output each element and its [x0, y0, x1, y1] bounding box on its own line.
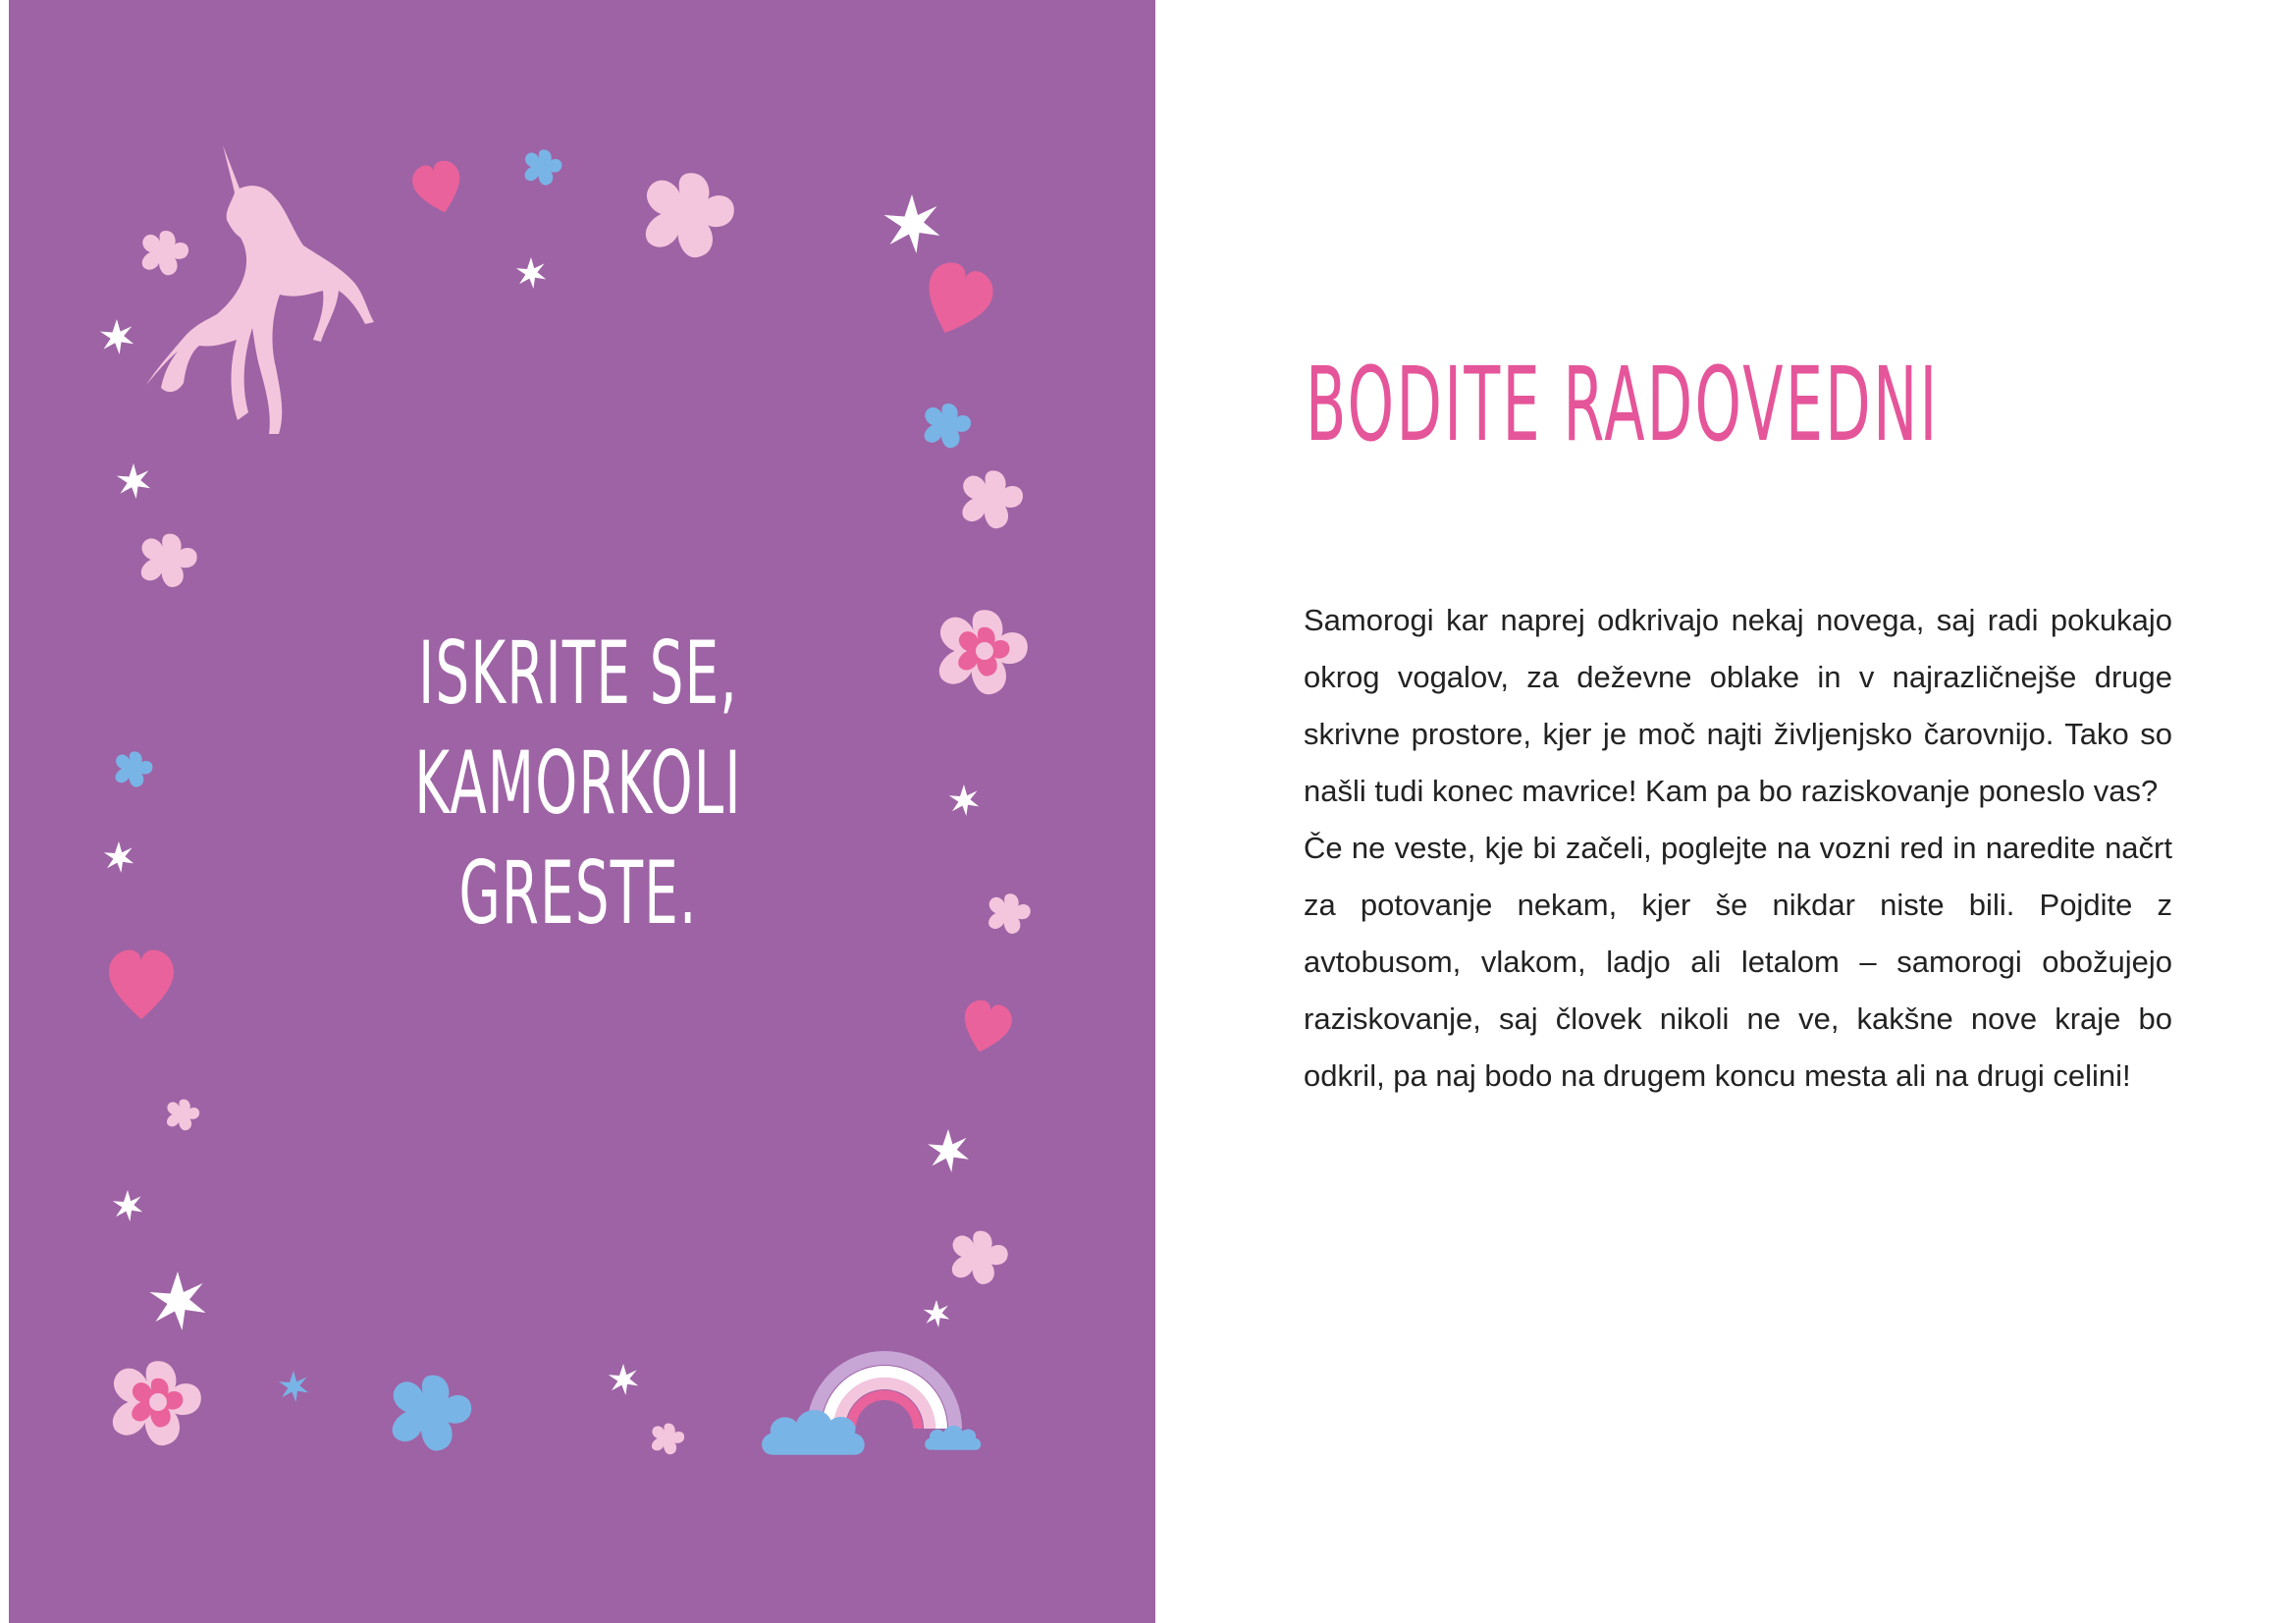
- paragraph: Če ne veste, kje bi začeli, poglejte na vozni red in naredite načrt za potovanje nekam, kjer še nikdar niste bili. Pojdite z avtobusom, vlakom, ladjo ali letalom – samorogi obožujejo raziskovanje, saj človek nikoli ne ve, kakšne nove kraje bo odkril, pa naj bodo na drugem koncu mesta ali na drugi celini!: [1304, 831, 2172, 1093]
- quote-line: ISKRITE SE,: [418, 622, 738, 724]
- body-text: [1304, 592, 2172, 1105]
- quote-line: KAMORKOLI: [414, 732, 742, 834]
- page-title: BODITE RADOVEDNI: [1306, 345, 1940, 464]
- left-page: [9, 0, 1155, 1623]
- sparkle-icon: [279, 1371, 308, 1402]
- paragraph: Samorogi kar naprej odkrivajo nekaj novega, saj radi pokukajo okrog vogalov, za deževne oblake in v najrazličnejše druge skrivne prostore, kjer je moč najti življenjsko čarovnijo. Tako so našli tudi konec mavrice! Kam pa bo raziskovanje poneslo vas?: [1304, 603, 2172, 808]
- unicorn-icon: [146, 145, 374, 434]
- quote-line: GRESTE.: [458, 842, 698, 944]
- rainbow-icon: [814, 1358, 955, 1429]
- quote: [407, 619, 748, 948]
